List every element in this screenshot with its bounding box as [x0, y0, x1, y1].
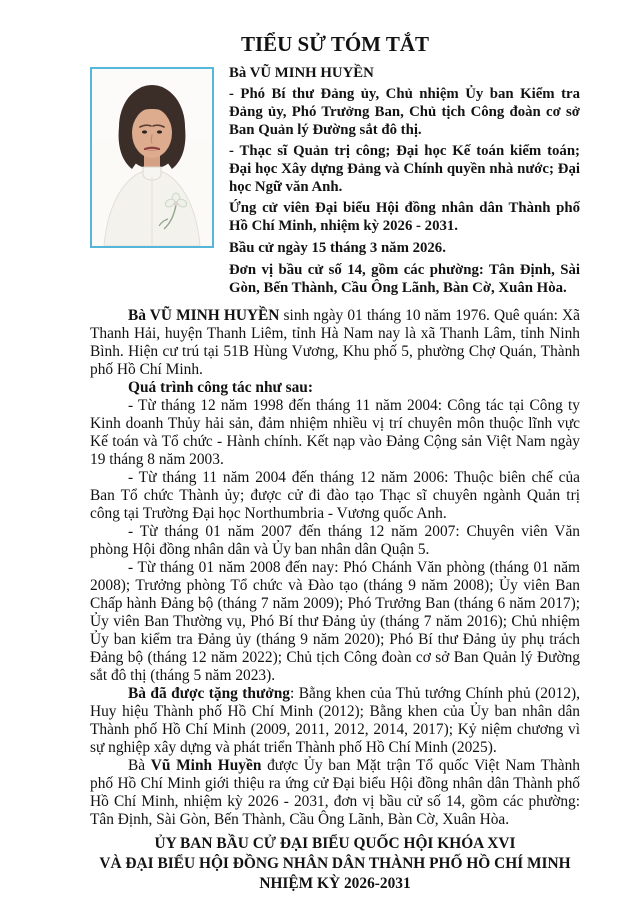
candidate-name-heading: Bà VŨ MINH HUYỀN: [229, 65, 374, 81]
career-item: - Từ tháng 01 năm 2008 đến nay: Phó Chánh Văn phòng (tháng 01 năm 2008); Trưởng phòng Tổ chức và Đào tạo (tháng 9 năm 2008); Ủy viên Ban Chấp hành Đảng bộ (tháng 7 năm 2009); Phó Trưởng Ban (tháng 6 năm 2017); Ủy viên Ban Thường vụ, Phó Bí thư Đảng ủy (tháng 7 năm 2016); Chủ nhiệm Ủy ban kiểm tra Đảng ủy (tháng 9 năm 2020); Phó Bí thư Đảng ủy phụ trách Đảng bộ (tháng 12 năm 2022); Chủ tịch Công đoàn cơ sở Ban Quản lý Đường sắt đô thị (tháng 5 năm 2023).: [90, 559, 580, 684]
profile-election-date: Bầu cử ngày 15 tháng 3 năm 2026.: [229, 240, 446, 256]
election-committee-footer: [90, 834, 580, 894]
career-item: - Từ tháng 11 năm 2004 đến tháng 12 năm 2006: Thuộc biên chế của Ban Tổ chức Thành ủy; được cử đi đào tạo Thạc sĩ chuyên ngành Quản trị công tại Trường Đại học Northumbria - Vương quốc Anh.: [90, 469, 580, 522]
profile-summary: [229, 64, 580, 300]
profile-position: - Phó Bí thư Đảng ủy, Chủ nhiệm Ủy ban Kiểm tra Đảng ủy, Phó Trưởng Ban, Chủ tịch Công đoàn cơ sở Ban Quản lý Đường sắt đô thị.: [229, 86, 580, 138]
portrait-photo: [92, 69, 212, 246]
footer-line-3: NHIỆM KỲ 2026-2031: [259, 875, 411, 892]
intro-paragraph: [90, 307, 580, 379]
nomination-paragraph: [90, 757, 580, 829]
awards-paragraph: [90, 685, 580, 757]
awards-text: : Bằng khen của Thủ tướng Chính phủ (2012), Huy hiệu Thành phố Hồ Chí Minh (2012); Bằng khen của Ủy ban nhân dân Thành phố Hồ Chí Minh (2009, 2011, 2012, 2014, 2017); Kỷ niệm chương vì sự nghiệp xây dựng và phát triển Thành phố Hồ Chí Minh (2025).: [90, 685, 580, 756]
footer-line-2: VÀ ĐẠI BIỂU HỘI ĐỒNG NHÂN DÂN THÀNH PHỐ HỒ CHÍ MINH: [99, 855, 571, 872]
nomination-name-bold: Vũ Minh Huyền: [150, 757, 262, 774]
biography-body: [90, 307, 580, 829]
career-item: - Từ tháng 01 năm 2007 đến tháng 12 năm 2007: Chuyên viên Văn phòng Hội đồng nhân dân và Ủy ban nhân dân Quận 5.: [90, 523, 580, 558]
profile-election-unit: Đơn vị bầu cử số 14, gồm các phường: Tân Định, Sài Gòn, Bến Thành, Cầu Ông Lãnh, Bàn Cờ, Xuân Hòa.: [229, 262, 580, 296]
career-heading: Quá trình công tác như sau:: [128, 379, 313, 396]
footer-line-1: ỦY BAN BẦU CỬ ĐẠI BIỂU QUỐC HỘI KHÓA XVI: [154, 835, 516, 852]
nomination-text: được Ủy ban Mặt trận Tổ quốc Việt Nam Thành phố Hồ Chí Minh giới thiệu ra ứng cử Đại biểu Hội đồng nhân dân Thành phố Hồ Chí Minh, nhiệm kỳ 2026 - 2031, đơn vị bầu cử số 14, gồm các phường: Tân Định, Sài Gòn, Bến Thành, Cầu Ông Lãnh, Bàn Cờ, Xuân Hòa.: [90, 757, 580, 828]
candidate-photo-frame: [90, 67, 214, 248]
nomination-pre: Bà: [128, 757, 151, 774]
awards-lead-bold: Bà đã được tặng thưởng: [128, 685, 290, 702]
profile-candidacy: Ứng cử viên Đại biểu Hội đồng nhân dân Thành phố Hồ Chí Minh, nhiệm kỳ 2026 - 2031.: [229, 200, 580, 234]
career-item: - Từ tháng 12 năm 1998 đến tháng 11 năm 2004: Công tác tại Công ty Kinh doanh Thủy hải sản, đảm nhiệm nhiều vị trí chuyên môn thuộc lĩnh vực Kế toán và Tổ chức - Hành chính. Kết nạp vào Đảng Cộng sản Việt Nam ngày 19 tháng 8 năm 2003.: [90, 397, 580, 468]
profile-education: - Thạc sĩ Quản trị công; Đại học Kế toán kiểm toán; Đại học Xây dựng Đảng và Chính quyền nhà nước; Đại học Ngữ văn Anh.: [229, 143, 580, 195]
intro-text: sinh ngày 01 tháng 10 năm 1976. Quê quán: Xã Thanh Hải, huyện Thanh Liêm, tỉnh Hà Nam nay là xã Thanh Lâm, tỉnh Ninh Bình. Hiện cư trú tại 51B Hùng Vương, Khu phố 5, phường Chợ Quán, Thành phố Hồ Chí Minh.: [90, 307, 581, 378]
intro-name-bold: Bà VŨ MINH HUYỀN: [128, 307, 280, 324]
profile-section: [90, 64, 580, 300]
page-title: TIỂU SỬ TÓM TẮT: [240, 32, 430, 56]
